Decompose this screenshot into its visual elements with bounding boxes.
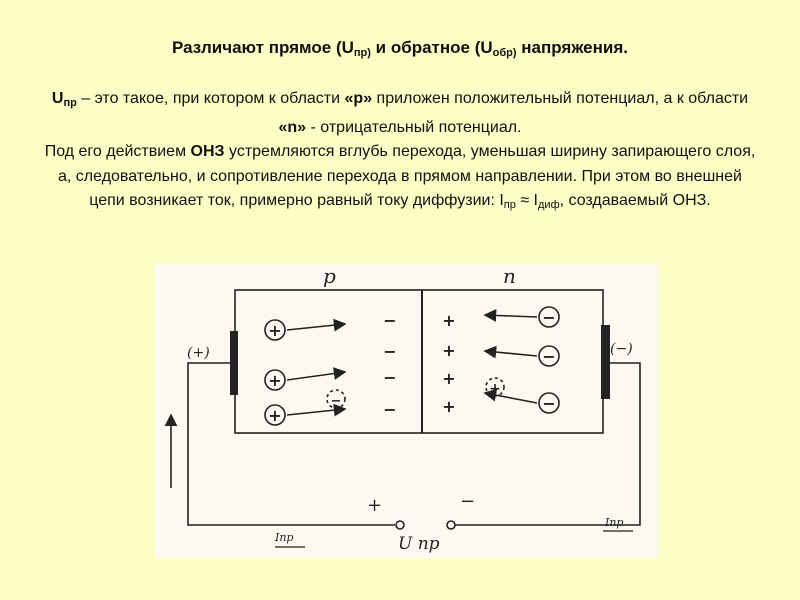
pair-right-sign: + — [489, 381, 501, 397]
definition-paragraph — [40, 87, 760, 140]
pair-left-sign: − — [330, 394, 342, 409]
slide-title — [0, 38, 800, 59]
electron-sign-2: − — [542, 347, 556, 366]
circuit-wire-left — [188, 363, 395, 525]
title-prefix: Различают прямое (U — [171, 38, 354, 57]
definition-p-region: «р» — [344, 90, 373, 107]
pn-junction-diagram — [155, 263, 658, 558]
source-plus-sign: + — [367, 495, 383, 516]
terminal-label-minus: (−) — [610, 341, 633, 357]
paragraph-i-sub-diff: диф — [538, 199, 560, 211]
definition-u-sub: пр — [63, 97, 77, 109]
title-suffix: напряжения. — [516, 38, 629, 57]
source-label: U пр — [398, 534, 440, 554]
n-ion-4: + — [442, 397, 456, 416]
n-ion-3: + — [442, 369, 456, 388]
terminal-label-plus: (+) — [187, 345, 210, 361]
electron-sign-3: − — [542, 394, 556, 413]
hole-arrow-3 — [287, 409, 345, 415]
hole-sign-2: + — [268, 371, 282, 390]
p-ion-4: − — [383, 400, 397, 419]
electron-arrow-2 — [485, 351, 537, 356]
p-ion-3: − — [383, 368, 397, 387]
electron-sign-1: − — [542, 308, 556, 327]
circuit-wire-right — [455, 363, 640, 525]
title-sub-forward: пр) — [353, 47, 371, 59]
definition-u: U — [51, 90, 64, 107]
paragraph-text-2: устремляются вглубь перехода, уменьшая ширину запирающего слоя, а, следовательно, и сопротивление перехода в прямом направлении. При этом во внешней цепи возникает ток, примерно равный току диффузии: I — [58, 143, 756, 209]
title-sub-reverse: обр) — [492, 47, 517, 59]
region-label-p: p — [323, 264, 336, 288]
electrode-right — [601, 325, 610, 399]
hole-arrow-1 — [287, 324, 345, 330]
n-ion-1: + — [442, 311, 456, 330]
title-middle: и обратное (U — [370, 38, 493, 57]
explanation-paragraph — [40, 140, 760, 218]
n-ion-2: + — [442, 341, 456, 360]
paragraph-text-1: Под его действием — [44, 143, 191, 160]
pn-junction-svg — [155, 263, 658, 558]
paragraph-approx: ≈ I — [515, 192, 538, 209]
current-label-right: Iпр — [605, 516, 624, 529]
definition-text-1: – это такое, при котором к области — [76, 90, 345, 107]
region-label-n: n — [503, 264, 516, 288]
source-terminal-plus — [396, 521, 404, 529]
hole-sign-3: + — [268, 406, 282, 425]
hole-arrow-2 — [287, 372, 345, 380]
source-terminal-minus — [447, 521, 455, 529]
definition-text-3: - отрицательный потенциал. — [306, 118, 522, 136]
hole-sign-1: + — [268, 321, 282, 340]
source-minus-sign: − — [460, 491, 476, 512]
electrode-left — [230, 331, 238, 395]
p-ion-1: − — [383, 311, 397, 330]
p-ion-2: − — [383, 342, 397, 361]
electron-arrow-1 — [485, 315, 537, 317]
definition-n-region: «n» — [278, 118, 307, 136]
paragraph-onz: ОНЗ — [190, 143, 225, 160]
current-label-left: Iпр — [275, 531, 294, 544]
definition-text-2: приложен положительный потенциал, а к области — [372, 90, 749, 107]
body-text — [40, 87, 760, 218]
paragraph-i-sub-forward: пр — [503, 199, 516, 211]
paragraph-text-3: , создаваемый ОНЗ. — [559, 192, 711, 209]
